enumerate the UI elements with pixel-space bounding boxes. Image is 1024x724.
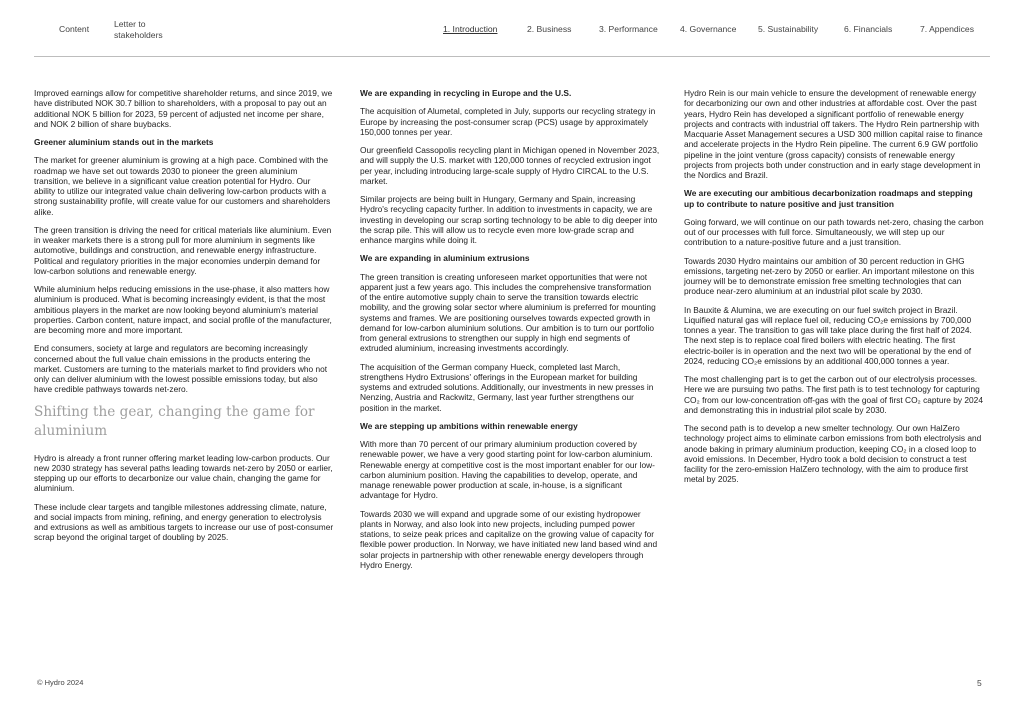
copyright-notice: © Hydro 2024 [37, 678, 84, 687]
subheading: We are stepping up ambitions within renewable energy [360, 420, 578, 431]
paragraph: Improved earnings allow for competitive shareholder returns, and since 2019, we have distributed NOK 30.7 billion to shareholders, with a proposal to pay out an additional NOK 5 billion for 2023, 59 percent of adjusted net income per share, and NOK 2 billion of share buybacks. [34, 88, 333, 129]
nav-content[interactable]: Content [59, 24, 90, 34]
paragraph: While aluminium helps reducing emissions in the use-phase, it also matters how aluminium is produced. What is becoming increasingly evident, is that the most ambitious players in the market are now looking beyond aluminium's material properties. Carbon content, nature impact, and social profile of the manufacturer, are becoming more and more important. [34, 284, 332, 335]
paragraph: Hydro is already a front runner offering market leading low-carbon products. Our new 2030 strategy has several paths leading towards net-zero by 2050 or earlier, stepping up our efforts to decarbonize our value chain, changing the game for aluminium. [34, 452, 333, 494]
paragraph: The most challenging part is to get the carbon out of our electrolysis processes. Here we are pursuing two paths. The first path is to test technology for capturing CO₂ from our low-concentration off-gas with the goal of first CO₂ capture by 2024 and demonstrating this in industrial pilot scale by 2030. [684, 374, 983, 415]
paragraph: The market for greener aluminium is growing at a high pace. Combined with the roadmap we have set out towards 2030 to pioneer the green aluminium transition, we believe in a significant value creation potential for Hydro. Our ability to utilize our integrated value chain delivering low-carbon products with a strong sustainability profile, will create value for our customers and shareholders alike. [34, 155, 331, 217]
paragraph: These include clear targets and tangible milestones addressing climate, nature, and social impacts from mining, refining, and energy generation to electrolysis and extrusions as well as ambitious targets to increase our use of post-consumer scrap beyond the original target of doubling by 2025. [34, 501, 334, 543]
paragraph: Towards 2030 we will expand and upgrade some of our existing hydropower plants in Norway, and also look into new projects, including pumped power stations, to seize peak prices and capitalize on the growing value of capacity for flexible power production. In Norway, we have initiated new land based wind and solar projects in partnership with other renewable energy developers through Hydro Energy. [360, 508, 658, 570]
paragraph: Going forward, we will continue on our path towards net-zero, chasing the carbon out of our processes with full force. Simultaneously, we will step up our contribution to a nature-positive future and a just transition. [684, 216, 984, 248]
nav-financials[interactable]: 6. Financials [844, 24, 893, 34]
nav-performance[interactable]: 3. Performance [599, 24, 658, 34]
paragraph: The second path is to develop a new smelter technology. Our own HalZero technology project aims to eliminate carbon emissions from both electrolysis and anode baking in primary aluminium production, keeping CO₂ in a closed loop to avoid emissions. In December, Hydro took a bold decision to construct a test facility for the zero-emission HalZero technology, with the aim to produce first metal by 2025. [684, 423, 982, 485]
paragraph: End consumers, society at large and regulators are becoming increasingly concerned about the full value chain emissions in the products entering the market. Customers are turning to the materials market to find providers who not only can deliver aluminium with the lowest possible emissions today, but also have credible pathways towards net-zero. [34, 343, 328, 395]
subheading: We are executing our ambitious decarbonization roadmaps and stepping up to contribute to nature positive and just transition [684, 188, 973, 209]
column-left [34, 88, 334, 551]
paragraph: The acquisition of Alumetal, completed in July, supports our recycling strategy in Europe by increasing the post-consumer scrap (PCS) usage by approximately 150,000 tonnes per year. [360, 106, 656, 137]
paragraph: The green transition is creating unforeseen market opportunities that were not apparent just a few years ago. This includes the comprehensive transformation of the entire automotive supply chain to serve the transition towards electric mobility, and the growing solar sector where aluminium is preferred for mounting systems and frames. We are positioning ourselves towards expected growth in demand for low-carbon aluminium solutions. Our ambition is to turn our portfolio from general extrusions to strengthen our supply in high end segments of extruded aluminium, increasing investments accordingly. [360, 271, 656, 354]
nav-letter-to-stakeholders[interactable]: Letter to stakeholders [114, 19, 163, 40]
nav-introduction[interactable]: 1. Introduction [443, 24, 498, 34]
paragraph: The acquisition of the German company Hueck, completed last March, strengthens Hydro Extrusions' offerings in the European market for building systems and extruded solutions. Additionally, our investments in new presses in Nenzing, Austria and Rackwitz, Germany, last year further strengthens our position in the market. [360, 361, 654, 413]
subheading: Greener aluminium stands out in the markets [34, 137, 214, 147]
nav-business[interactable]: 2. Business [527, 24, 572, 34]
paragraph: Hydro Rein is our main vehicle to ensure the development of renewable energy for decarbonizing our own and other industries at affordable cost. Over the past years, Hydro Rein has developed a significant portfolio of renewable energy projects and contracts with industrial off takers. The Hydro Rein partnership with Macquarie Asset Management secures a USD 300 million capital raise to finance and accelerate projects in the Hydro Rein pipeline. The current 6.9 GW portfolio pipeline in the joint venture (gross capacity) consists of renewable energy projects from projects both under construction and in early stage development in the Nordics and Brazil. [684, 88, 983, 180]
section-heading: Shifting the gear, changing the game for aluminium [34, 403, 315, 439]
subheading: We are expanding in aluminium extrusions [360, 253, 530, 264]
paragraph: Our greenfield Cassopolis recycling plant in Michigan opened in November 2023, and will supply the U.S. market with 120,000 tonnes of recycled extrusion ingot per year, including introducing large-scale supply of Hydro CIRCAL to the U.S. market. [360, 145, 660, 186]
column-middle [360, 88, 660, 578]
top-navigation [0, 0, 1024, 56]
subheading: We are expanding in recycling in Europe and the U.S. [360, 88, 572, 98]
header-divider [34, 56, 990, 57]
column-right [684, 88, 984, 493]
paragraph: Towards 2030 Hydro maintains our ambition of 30 percent reduction in GHG emissions, targeting net-zero by 2050 or earlier. An important milestone on this journey will be to demonstrate emission free smelting technologies that can produce near-zero aluminium at an industrial pilot scale by 2030. [684, 255, 975, 297]
paragraph: In Bauxite & Alumina, we are executing on our fuel switch project in Brazil. Liquified natural gas will replace fuel oil, reducing CO₂e emissions by 700,000 tonnes a year. The transition to gas will take place during the first half of 2024. The next step is to replace coal fired boilers with electric heating. The first electric-boiler is in operation and the next two will be operational by the end of 2024, reducing CO₂e emissions by an additional 400,000 tonnes a year. [684, 304, 972, 366]
paragraph: Similar projects are being built in Hungary, Germany and Spain, increasing Hydro's recycling capacity further. In addition to investments in capacity, we are investing in developing our scrap sorting technology to be able to dig deeper into the scrap pile. This will allow us to recycle even more low-grade scrap and enhance margins while doing it. [360, 194, 658, 245]
nav-governance[interactable]: 4. Governance [680, 24, 737, 34]
nav-sustainability[interactable]: 5. Sustainability [758, 24, 819, 34]
page-number: 5 [977, 678, 982, 688]
paragraph: With more than 70 percent of our primary aluminium production covered by renewable power, we have a very good starting point for low-carbon aluminium. Renewable energy at competitive cost is the most important enabler for our low-carbon aluminium position. Having the capabilities to develop, operate, and manage renewable power production at scale, in-house, is a significant advantage for Hydro. [360, 439, 655, 501]
nav-appendices[interactable]: 7. Appendices [920, 24, 974, 34]
paragraph: The green transition is driving the need for critical materials like aluminium. Even in weaker markets there is a strong pull for more aluminium in segments like automotive, buildings and construction, and renewable energy infrastructure. Political and regulatory priorities in the major economies underpin demand for low-carbon solutions and renewable energy. [34, 224, 332, 276]
